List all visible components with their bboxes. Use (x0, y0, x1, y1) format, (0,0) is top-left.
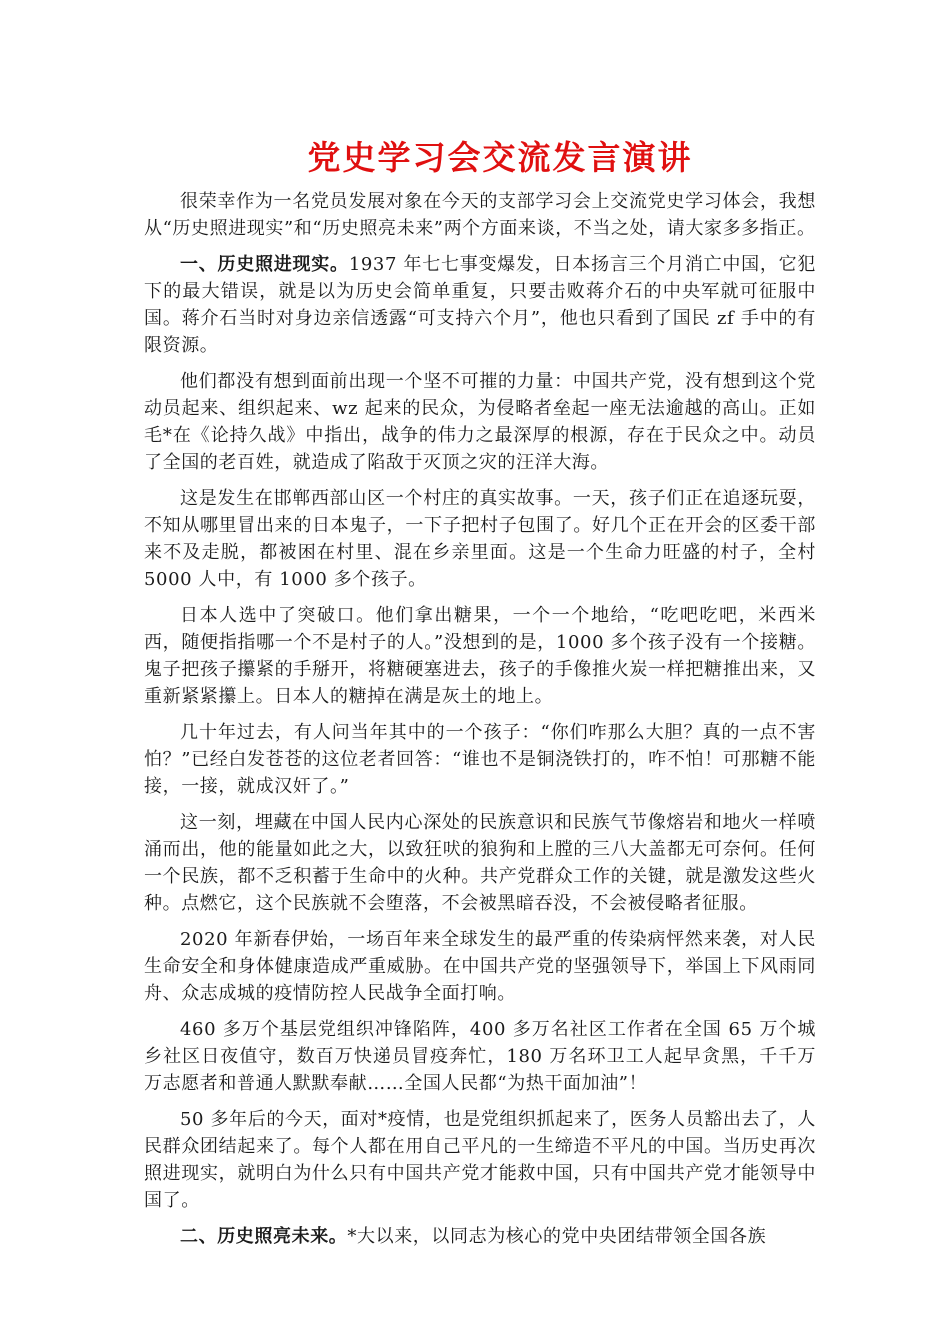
paragraph (144, 251, 816, 359)
paragraph-text: 这是发生在邯郸西部山区一个村庄的真实故事。一天，孩子们正在追逐玩耍，不知从哪里冒出来的日本鬼子，一下子把村子包围了。好几个正在开会的区委干部来不及走脱，都被困在村里、混在乡亲里面。这是一个生命力旺盛的村子，全村 5000 人中，有 1000 多个孩子。 (144, 488, 816, 590)
paragraph-text: *大以来，以同志为核心的党中央团结带领全国各族 (347, 1226, 767, 1247)
paragraph (144, 368, 816, 476)
paragraph-text: 1937 年七七事变爆发，日本扬言三个月消亡中国，它犯下的最大错误，就是以为历史会简单重复，只要击败蒋介石的中央军就可征服中国。蒋介石当时对身边亲信透露“可支持六个月”，他也只看到了国民 zf 手中的有限资源。 (144, 254, 816, 356)
paragraph-text: 2020 年新春伊始，一场百年来全球发生的最严重的传染病怦然来袭，对人民生命安全和身体健康造成严重威胁。在中国共产党的坚强领导下，举国上下风雨同舟、众志成城的疫情防控人民战争全面打响。 (144, 929, 816, 1004)
paragraph-text: 460 多万个基层党组织冲锋陷阵，400 多万名社区工作者在全国 65 万个城乡社区日夜值守，数百万快递员冒疫奔忙，180 万名环卫工人起早贪黑，千千万万志愿者和普通人默默奉献……全国人民都“为热干面加油”！ (144, 1019, 816, 1094)
paragraph (144, 926, 816, 1007)
section-heading: 二、历史照亮未来。 (180, 1226, 348, 1247)
paragraph (144, 719, 816, 800)
paragraph (144, 485, 816, 593)
paragraph (144, 1016, 816, 1097)
paragraph-text: 几十年过去，有人问当年其中的一个孩子：“你们咋那么大胆？真的一点不害怕？”已经白发苍苍的这位老者回答：“谁也不是铜浇铁打的，咋不怕！可那糖不能接，一接，就成汉奸了。” (144, 722, 816, 797)
paragraph (144, 1106, 816, 1214)
paragraph-text: 很荣幸作为一名党员发展对象在今天的支部学习会上交流党史学习体会，我想从“历史照进现实”和“历史照亮未来”两个方面来谈，不当之处，请大家多多指正。 (144, 191, 816, 239)
section-heading: 一、历史照进现实。 (180, 254, 349, 275)
document-body (144, 188, 816, 1259)
paragraph (144, 602, 816, 710)
page-title: 党史学习会交流发言演讲 (307, 138, 693, 177)
paragraph-text: 这一刻，埋藏在中国人民内心深处的民族意识和民族气节像熔岩和地火一样喷涌而出，他的能量如此之大，以致狂吠的狼狗和上膛的三八大盖都无可奈何。任何一个民族，都不乏积蓄于生命中的火种。共产党群众工作的关键，就是激发这些火种。点燃它，这个民族就不会堕落，不会被黑暗吞没，不会被侵略者征服。 (144, 812, 816, 914)
paragraph-text: 50 多年后的今天，面对*疫情，也是党组织抓起来了，医务人员豁出去了，人民群众团结起来了。每个人都在用自己平凡的一生缔造不平凡的中国。当历史再次照进现实，就明白为什么只有中国共产党才能救中国，只有中国共产党才能领导中国了。 (144, 1109, 816, 1211)
paragraph (144, 1223, 816, 1250)
paragraph (144, 809, 816, 917)
paragraph-text: 日本人选中了突破口。他们拿出糖果，一个一个地给，“吃吧吃吧，米西米西，随便指指哪一个不是村子的人。”没想到的是，1000 多个孩子没有一个接糖。鬼子把孩子攥紧的手掰开，将糖硬塞进去，孩子的手像推火炭一样把糖推出来，又重新紧紧攥上。日本人的糖掉在满是灰土的地上。 (144, 605, 816, 707)
paragraph-text: 他们都没有想到面前出现一个坚不可摧的力量：中国共产党，没有想到这个党动员起来、组织起来、wz 起来的民众，为侵略者垒起一座无法逾越的高山。正如毛*在《论持久战》中指出，战争的伟力之最深厚的根源，存在于民众之中。动员了全国的老百姓，就造成了陷敌于灭顶之灾的汪洋大海。 (144, 371, 816, 473)
paragraph (144, 188, 816, 242)
